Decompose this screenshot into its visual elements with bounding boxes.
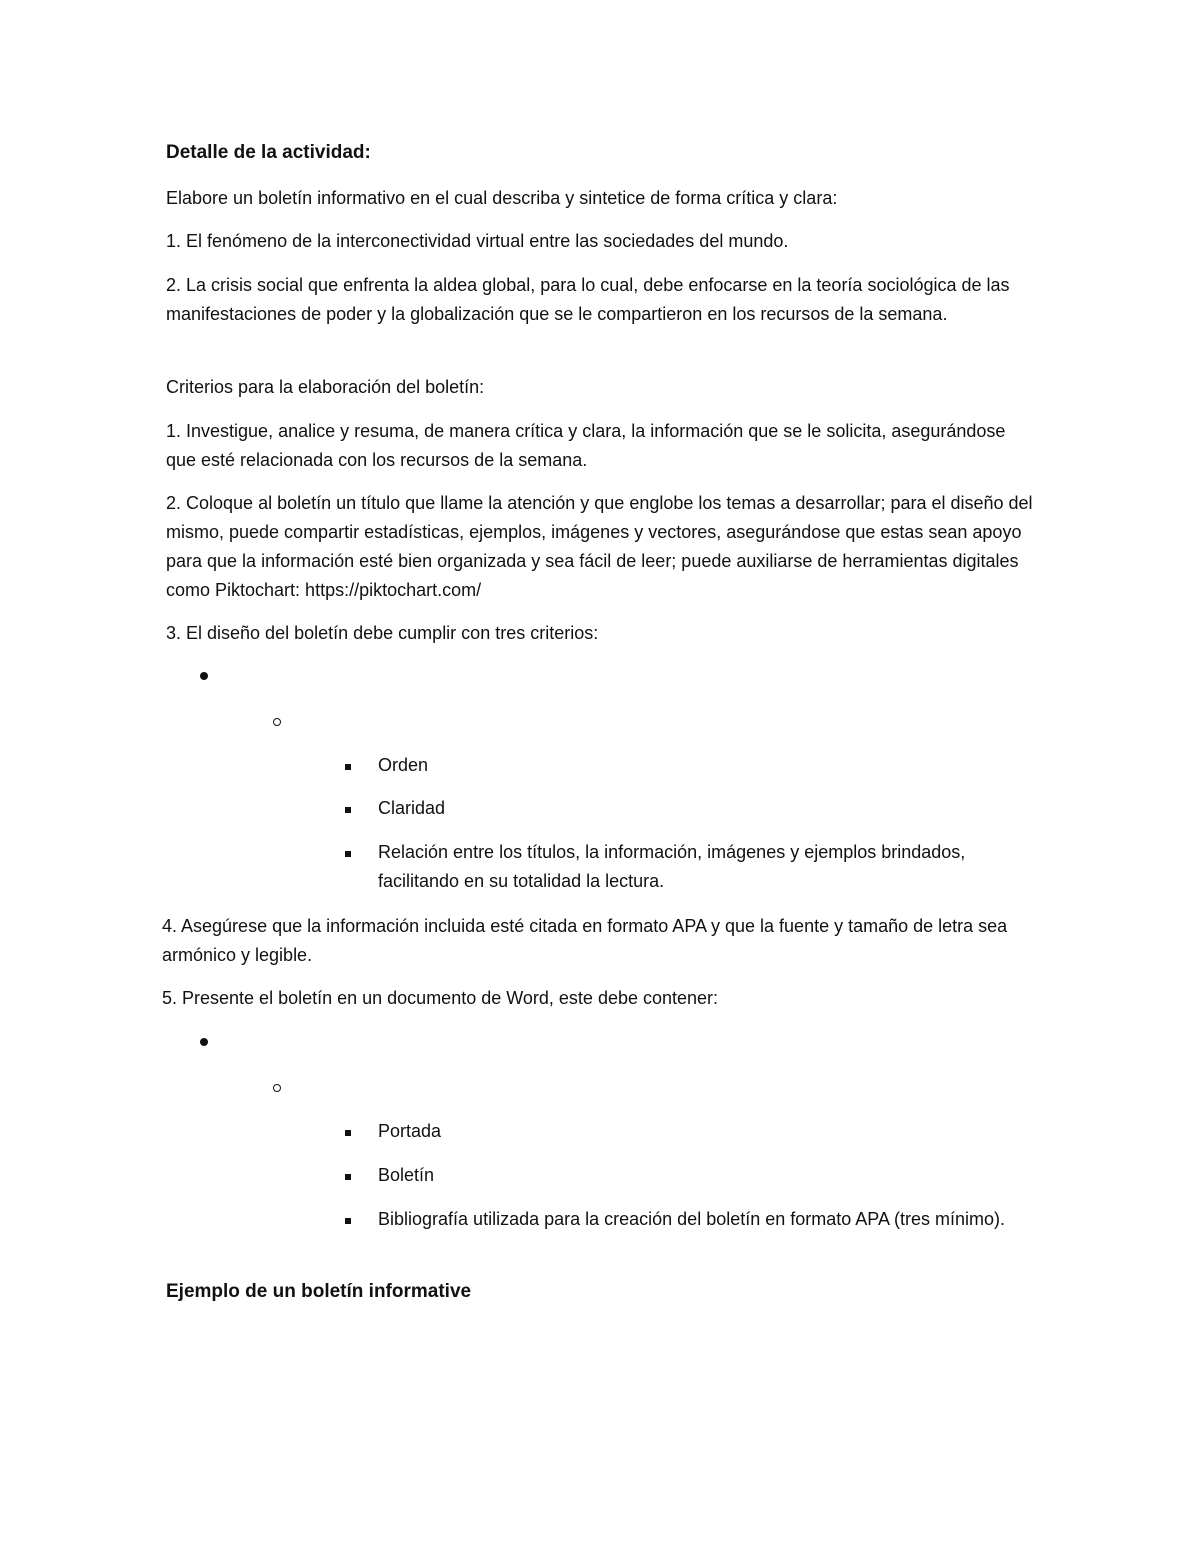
intro-paragraph: Elabore un boletín informativo en el cual describa y sintetice de forma crítica y clara: — [166, 188, 838, 208]
criteria-5: 5. Presente el boletín en un documento de Word, este debe contener: — [162, 988, 719, 1008]
criteria-2: 2. Coloque al boletín un título que llame la atención y que englobe los temas a desarrollar; para el diseño del mismo, puede compartir estadísticas, ejemplos, imágenes y vectores, asegurándose que estas sean apoyo para que la información esté bien organizada y sea fácil de leer; puede auxiliarse de herramientas digitales como Piktochart: https://piktochart.com/ — [166, 493, 1033, 600]
activity-heading: Detalle de la actividad: — [166, 142, 371, 163]
bullet-square-icon — [345, 851, 351, 857]
bullet-square-icon — [345, 1130, 351, 1136]
bullet-level1-icon — [200, 672, 208, 680]
point-1: 1. El fenómeno de la interconectividad virtual entre las sociedades del mundo. — [166, 231, 789, 251]
bullet-level2-icon — [273, 1084, 281, 1092]
bullet-square-icon — [345, 1174, 351, 1180]
content-item-cover: Portada — [378, 1121, 442, 1141]
design-item-relation: Relación entre los títulos, la información, imágenes y ejemplos brindados, facilitando en su totalidad la lectura. — [378, 842, 966, 891]
design-item-clarity: Claridad — [378, 798, 446, 818]
bullet-square-icon — [345, 1218, 351, 1224]
design-item-order: Orden — [378, 755, 429, 775]
content-item-bulletin: Boletín — [378, 1165, 435, 1185]
example-heading: Ejemplo de un boletín informative — [166, 1281, 472, 1302]
bullet-level1-icon — [200, 1038, 208, 1046]
criteria-4: 4. Asegúrese que la información incluida esté citada en formato APA y que la fuente y tamaño de letra sea armónico y legible. — [162, 916, 1008, 965]
criteria-1: 1. Investigue, analice y resuma, de manera crítica y clara, la información que se le solicita, asegurándose que esté relacionada con los recursos de la semana. — [166, 421, 1006, 470]
bullet-square-icon — [345, 764, 351, 770]
point-2: 2. La crisis social que enfrenta la aldea global, para lo cual, debe enfocarse en la teoría sociológica de las manifestaciones de poder y la globalización que se le compartieron en los recursos de la semana. — [166, 275, 1010, 324]
bullet-square-icon — [345, 807, 351, 813]
bullet-level2-icon — [273, 718, 281, 726]
criteria-3: 3. El diseño del boletín debe cumplir con tres criterios: — [166, 623, 599, 643]
criteria-heading: Criterios para la elaboración del boletín: — [166, 377, 485, 397]
content-item-bibliography: Bibliografía utilizada para la creación del boletín en formato APA (tres mínimo). — [378, 1209, 1005, 1229]
